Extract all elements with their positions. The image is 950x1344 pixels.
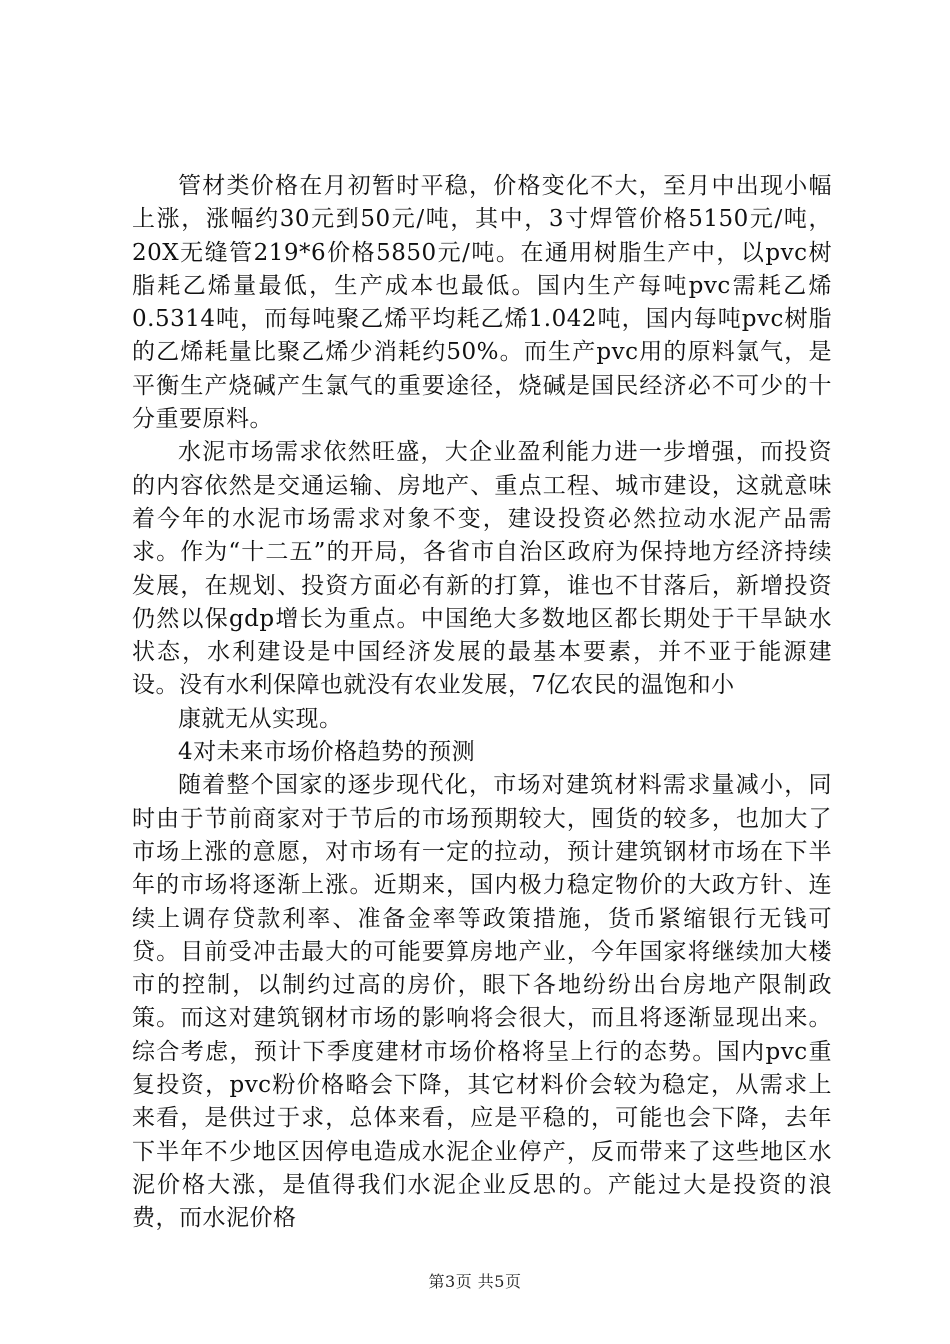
paragraph-price-forecast: 随着整个国家的逐步现代化，市场对建筑材料需求量减小，同时由于节前商家对于节后的市场预期较大，囤货的较多，也加大了市场上涨的意愿，对市场有一定的拉动，预计建筑钢材市场在下半年的市场将逐渐上涨。近期来，国内极力稳定物价的大政方针、连续上调存贷款利率、准备金率等政策措施，货币紧缩银行无钱可贷。目前受冲击最大的可能要算房地产业，今年国家将继续加大楼市的控制，以制约过高的房价，眼下各地纷纷出台房地产限制政策。而这对建筑钢材市场的影响将会很大，而且将逐渐显现出来。综合考虑，预计下季度建材市场价格将呈上行的态势。国内pvc重复投资，pvc粉价格略会下降，其它材料价会较为稳定，从需求上来看，是供过于求，总体来看，应是平稳的，可能也会下降，去年下半年不少地区因停电造成水泥企业停产，反而带来了这些地区水泥价格大涨，是值得我们水泥企业反思的。产能过大是投资的浪费，而水泥价格 [132,772,832,1232]
page-number-footer: 第3页 共5页 [428,1272,522,1291]
paragraph-continuation: 康就无从实现。 [178,705,343,732]
paragraph-pipe-prices: 管材类价格在月初暂时平稳，价格变化不大，至月中出现小幅上涨，涨幅约30元到50元/吨，其中，3寸焊管价格5150元/吨，20X无缝管219*6价格5850元/吨。在通用树脂生产中，以pvc树脂耗乙烯量最低，生产成本也最低。国内生产每吨pvc需耗乙烯0.5314吨，而每吨聚乙烯平均耗乙烯1.042吨，国内每吨pvc树脂的乙烯耗量比聚乙烯少消耗约50%。而生产pvc用的原料氯气，是平衡生产烧碱产生氯气的重要途径，烧碱是国民经济必不可少的十分重要原料。 [132,173,832,433]
paragraph-cement-demand: 水泥市场需求依然旺盛，大企业盈利能力进一步增强，而投资的内容依然是交通运输、房地产、重点工程、城市建设，这就意味着今年的水泥市场需求对象不变，建设投资必然拉动水泥产品需求。作为“十二五”的开局，各省市自治区政府为保持地方经济持续发展，在规划、投资方面必有新的打算，谁也不甘落后，新增投资仍然以保gdp增长为重点。中国绝大多数地区都长期处于干旱缺水状态，水利建设是中国经济发展的最基本要素，并不亚于能源建设。没有水利保障也就没有农业发展，7亿农民的温饱和小 [132,439,832,699]
section-heading: 4对未来市场价格趋势的预测 [178,739,476,766]
document-body [132,170,832,1236]
